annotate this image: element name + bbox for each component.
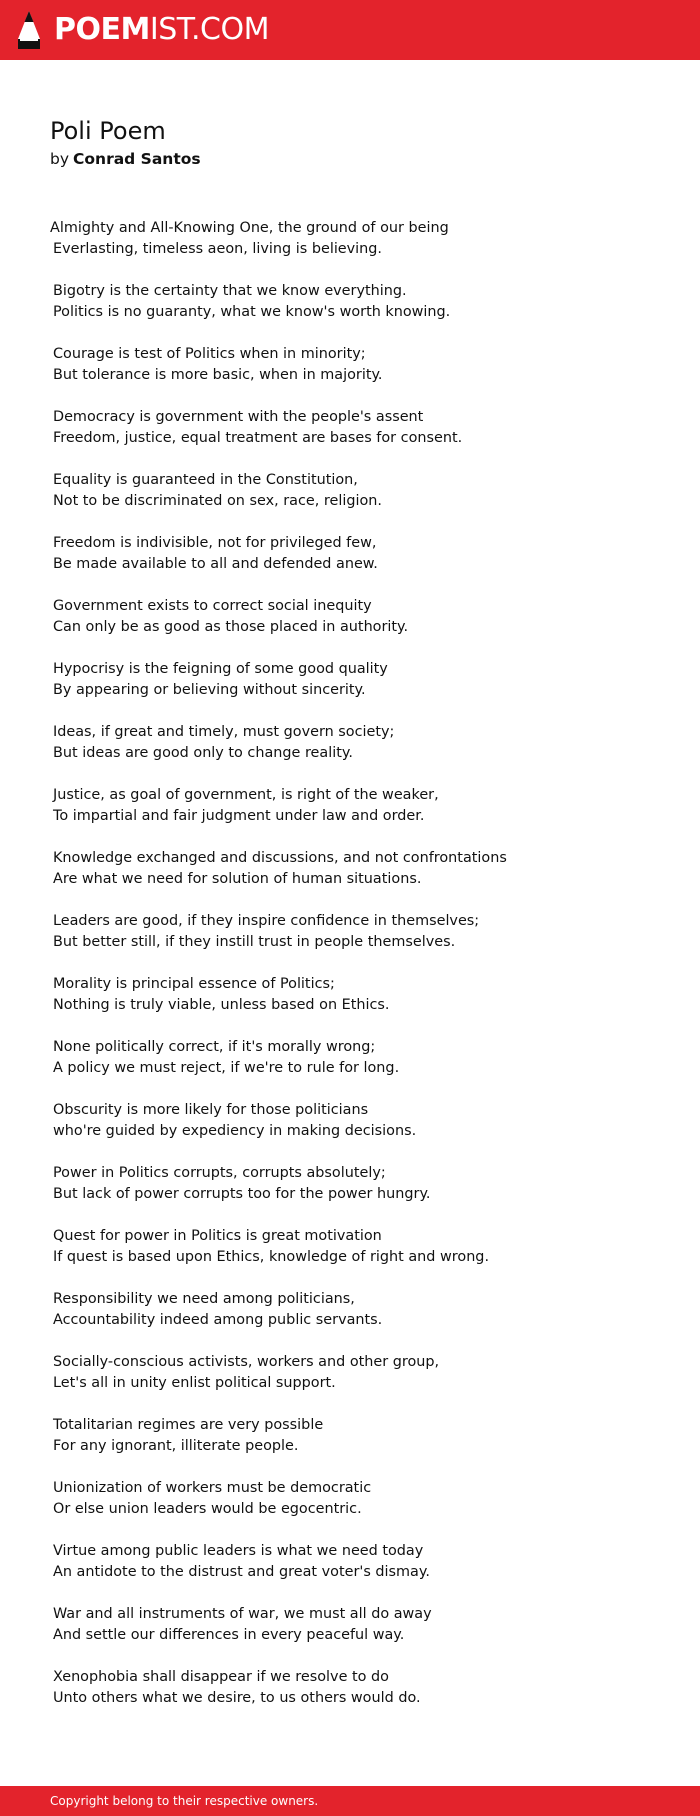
poem-line: War and all instruments of war, we must all do away	[53, 1606, 432, 1622]
poem-line: Responsibility we need among politicians,	[53, 1291, 355, 1307]
poem-line: If quest is based upon Ethics, knowledge of right and wrong.	[53, 1249, 490, 1265]
poem-line: Freedom, justice, equal treatment are bases for consent.	[53, 430, 463, 446]
poem-line: Equality is guaranteed in the Constitution,	[53, 472, 358, 488]
poem-line: Government exists to correct social inequity	[53, 598, 372, 614]
poem-line: Ideas, if great and timely, must govern society;	[53, 724, 395, 740]
poem-line: Politics is no guaranty, what we know's worth knowing.	[53, 304, 451, 320]
poem-line: Let's all in unity enlist political support.	[53, 1375, 336, 1391]
brand-bold-text: POEM	[54, 12, 150, 47]
site-header	[0, 0, 700, 60]
poem-stanza	[50, 218, 670, 260]
poem-stanza	[50, 1163, 670, 1205]
poem-line: But ideas are good only to change reality.	[53, 745, 353, 761]
poem-line: Can only be as good as those placed in authority.	[53, 619, 409, 635]
site-footer	[0, 1786, 700, 1816]
poem-stanza	[50, 1352, 670, 1394]
poem-line: Nothing is truly viable, unless based on Ethics.	[53, 997, 390, 1013]
poem-stanza	[50, 659, 670, 701]
poem-line: To impartial and fair judgment under law and order.	[53, 808, 425, 824]
poem-line: But better still, if they instill trust in people themselves.	[53, 934, 456, 950]
poem-line: Virtue among public leaders is what we need today	[53, 1543, 424, 1559]
site-brand-link[interactable]	[54, 12, 269, 47]
poem-stanza	[50, 596, 670, 638]
author-name: Conrad Santos	[73, 150, 201, 168]
poem-line: And settle our differences in every peaceful way.	[53, 1627, 405, 1643]
poem-stanza	[50, 344, 670, 386]
poem-stanza	[50, 1037, 670, 1079]
poem-line: Power in Politics corrupts, corrupts absolutely;	[53, 1165, 386, 1181]
poem-line: Obscurity is more likely for those politicians	[53, 1102, 369, 1118]
poem-line: Accountability indeed among public servants.	[53, 1312, 383, 1328]
poem-stanza	[50, 722, 670, 764]
poem-line: Courage is test of Politics when in minority;	[53, 346, 366, 362]
poem-line: Be made available to all and defended anew.	[53, 556, 378, 572]
poem-body	[50, 218, 670, 1730]
poem-line: But lack of power corrupts too for the power hungry.	[53, 1186, 431, 1202]
brand-light-text: IST.COM	[149, 12, 269, 47]
poem-stanza	[50, 1604, 670, 1646]
poem-line: Or else union leaders would be egocentric.	[53, 1501, 362, 1517]
poem-stanza	[50, 974, 670, 1016]
byline	[50, 148, 650, 170]
poem-stanza	[50, 1478, 670, 1520]
poem-stanza	[50, 848, 670, 890]
poem-line: Socially-conscious activists, workers and other group,	[53, 1354, 440, 1370]
poem-line: Hypocrisy is the feigning of some good quality	[53, 661, 388, 677]
poem-line: Freedom is indivisible, not for privileged few,	[53, 535, 377, 551]
poem-stanza	[50, 911, 670, 953]
poem-line: A policy we must reject, if we're to rule for long.	[53, 1060, 400, 1076]
poem-line: Everlasting, timeless aeon, living is believing.	[53, 241, 383, 257]
poem-stanza	[50, 1667, 670, 1709]
poem-line: An antidote to the distrust and great voter's dismay.	[53, 1564, 430, 1580]
poem-stanza	[50, 1415, 670, 1457]
poem-heading	[50, 116, 650, 170]
poem-line: Are what we need for solution of human situations.	[53, 871, 422, 887]
poem-line: None politically correct, if it's morally wrong;	[53, 1039, 376, 1055]
poem-title: Poli Poem	[50, 117, 166, 145]
poem-line: Unionization of workers must be democratic	[53, 1480, 372, 1496]
poem-stanza	[50, 470, 670, 512]
poem-stanza	[50, 1289, 670, 1331]
poem-line: But tolerance is more basic, when in majority.	[53, 367, 383, 383]
by-label: by	[50, 150, 70, 168]
poem-line: Morality is principal essence of Politics;	[53, 976, 335, 992]
poem-line: Not to be discriminated on sex, race, religion.	[53, 493, 382, 509]
poem-line: who're guided by expediency in making decisions.	[53, 1123, 417, 1139]
copyright-text: Copyright belong to their respective owners.	[50, 1794, 319, 1808]
pen-nib-icon[interactable]	[16, 9, 42, 51]
poem-line: Totalitarian regimes are very possible	[53, 1417, 324, 1433]
poem-line: Democracy is government with the people's assent	[53, 409, 424, 425]
poem-stanza	[50, 281, 670, 323]
poem-stanza	[50, 407, 670, 449]
poem-stanza	[50, 1100, 670, 1142]
poem-line: Unto others what we desire, to us others would do.	[53, 1690, 421, 1706]
poem-line: Leaders are good, if they inspire confidence in themselves;	[53, 913, 480, 929]
poem-line: Justice, as goal of government, is right of the weaker,	[53, 787, 439, 803]
poem-line: Bigotry is the certainty that we know everything.	[53, 283, 407, 299]
poem-line: Knowledge exchanged and discussions, and not confrontations	[53, 850, 507, 866]
poem-line: By appearing or believing without sincerity.	[53, 682, 366, 698]
poem-stanza	[50, 785, 670, 827]
poem-line: Almighty and All-Knowing One, the ground of our being	[50, 220, 449, 236]
poem-line: For any ignorant, illiterate people.	[53, 1438, 299, 1454]
poem-stanza	[50, 533, 670, 575]
poem-line: Quest for power in Politics is great motivation	[53, 1228, 382, 1244]
poem-stanza	[50, 1541, 670, 1583]
poem-stanza	[50, 1226, 670, 1268]
poem-line: Xenophobia shall disappear if we resolve to do	[53, 1669, 389, 1685]
